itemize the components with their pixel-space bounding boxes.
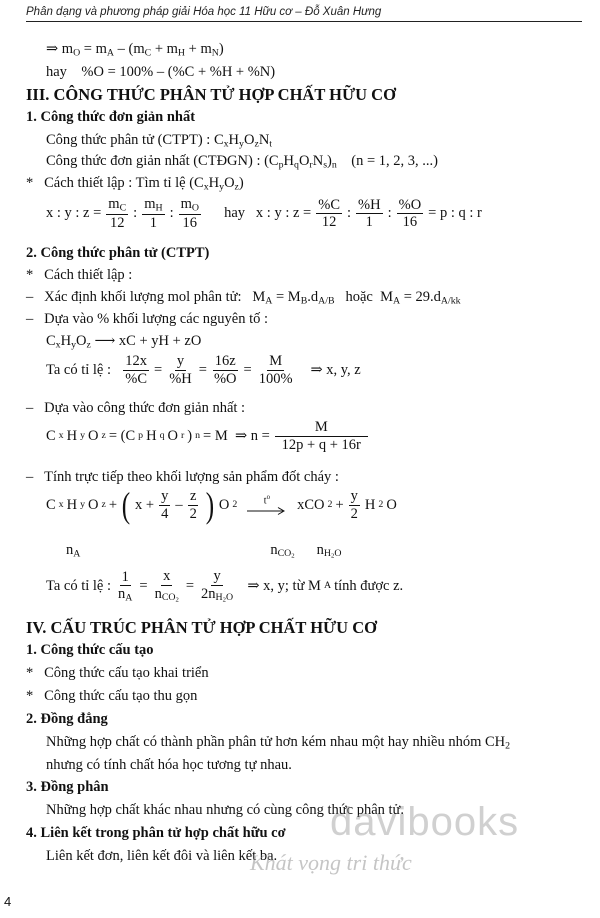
by-percent-text: Dựa vào % khối lượng các nguyên tố :: [44, 311, 269, 327]
decomposition-formula: $C_xH_yO_z$ ⟶ xC + yH + zO: [46, 333, 202, 351]
by-simplest-line: – Dựa vào công thức đơn giản nhất :: [26, 400, 246, 416]
section-3-title: III. CÔNG THỨC PHÂN TỬ HỢP CHẤT HỮU CƠ: [26, 85, 396, 104]
combustion-formula: C x H y O z + ( x + $\frac{y}{4}$ – $\frac{z}{2}$ ) O 2 $t^o$ xCO 2 + $\frac{y}{2}$ H 2 O: [46, 484, 397, 525]
moles-row: $n_A$ $n_{CO_2}$ $n_{H_2O}$: [66, 542, 342, 561]
by-combustion-line: – Tính trực tiếp theo khối lượng sản phẩm đốt cháy :: [26, 469, 339, 485]
section-3-1-title: 1. Công thức đơn giản nhất: [26, 109, 196, 125]
by-combustion-text: Tính trực tiếp theo khối lượng sản phẩm đốt cháy :: [44, 469, 339, 485]
structure-item-1-text: Công thức cấu tạo khai triển: [44, 665, 209, 681]
section-3-2-title: 2. Công thức phân tử (CTPT): [26, 245, 210, 261]
isomer-text: Những hợp chất khác nhau nhưng có cùng công thức phân tử.: [46, 802, 405, 818]
mass-ratio-formula: x : y : z = $\frac{m_C}{12}$ : $\frac{m_H}{1}$ : $\frac{m_O}{16}$ hay x : y : z = $\frac{\%C}{12}$ : $\frac{\%H}{1}$ : $\frac{\%O}{16}$ = p : q : r: [46, 196, 482, 231]
setup-text-2: Cách thiết lập :: [44, 267, 133, 283]
structure-item-1: * Công thức cấu tạo khai triển: [26, 665, 209, 681]
mo-formula: ⇒ $m_O = m_A - (m_C + m_H + m_N)$: [46, 41, 224, 59]
section-4-3-title: 3. Đồng phân: [26, 779, 109, 795]
setup-line-1: * Cách thiết lập : Tìm tỉ lệ $(C_xH_yO_z)$: [26, 175, 244, 193]
watermark-brand: davibooks: [330, 800, 520, 844]
simplest-formula: C x H y O z = (C p H q O r ) n = M ⇒ n = $\frac{M}{12p + q + 16r}$: [46, 419, 370, 453]
moles-ratio-formula: Ta có tỉ lệ : $\frac{1}{n_A}$ = $\frac{x}{n_{CO_2}}$ = $\frac{y}{2n_{H_2O}}$ ⇒ x, y; từ M A tính được z.: [46, 568, 404, 604]
section-4-title: IV. CẤU TRÚC PHÂN TỬ HỢP CHẤT HỮU CƠ: [26, 618, 377, 637]
heat-arrow-icon: $t^o$: [247, 495, 287, 516]
structure-item-2-text: Công thức cấu tạo thu gọn: [44, 688, 198, 704]
section-4-1-title: 1. Công thức cấu tạo: [26, 642, 154, 658]
watermark-slogan: Khát vọng tri thức: [250, 850, 412, 875]
page-number: 4: [4, 894, 12, 909]
by-simplest-text: Dựa vào công thức đơn giản nhất :: [44, 400, 246, 416]
bond-text: Liên kết đơn, liên kết đôi và liên kết ba.: [46, 848, 278, 864]
o-percent-formula: hay %O = 100% – (%C + %H + %N): [46, 64, 276, 80]
homolog-text-1: Những hợp chất có thành phần phân tử hơn kém nhau một hay nhiều nhóm $CH_2$: [46, 734, 511, 752]
setup-line-2: * Cách thiết lập :: [26, 267, 133, 283]
molar-mass-line: – Xác định khối lượng mol phân tử: $M_A = M_B.d_{A/B}$ hoặc $M_A = 29.d_{A/kk}$: [26, 289, 461, 307]
section-4-4-title: 4. Liên kết trong phân tử hợp chất hữu cơ: [26, 825, 286, 841]
structure-item-2: * Công thức cấu tạo thu gọn: [26, 688, 198, 704]
running-header: Phân dạng và phương pháp giải Hóa học 11 Hữu cơ – Đỗ Xuân Hưng: [26, 6, 582, 22]
ctdgn-line: Công thức đơn giản nhất (CTĐGN) : $(C_pH_qO_rN_s)_n$ (n = 1, 2, 3, ...): [46, 153, 439, 171]
homolog-text-2: nhưng có tính chất hóa học tương tự nhau.: [46, 757, 292, 773]
ctpt-line: Công thức phân tử (CTPT) : $C_xH_yO_zN_t$: [46, 132, 273, 150]
section-4-2-title: 2. Đồng đẳng: [26, 711, 108, 727]
percent-ratio-formula: Ta có tỉ lệ : $\frac{12x}{\%C}$ = $\frac{y}{\%H}$ = $\frac{16z}{\%O}$ = $\frac{M}{100\%}$ ⇒ x, y, z: [46, 353, 361, 387]
by-percent-line: – Dựa vào % khối lượng các nguyên tố :: [26, 311, 269, 327]
